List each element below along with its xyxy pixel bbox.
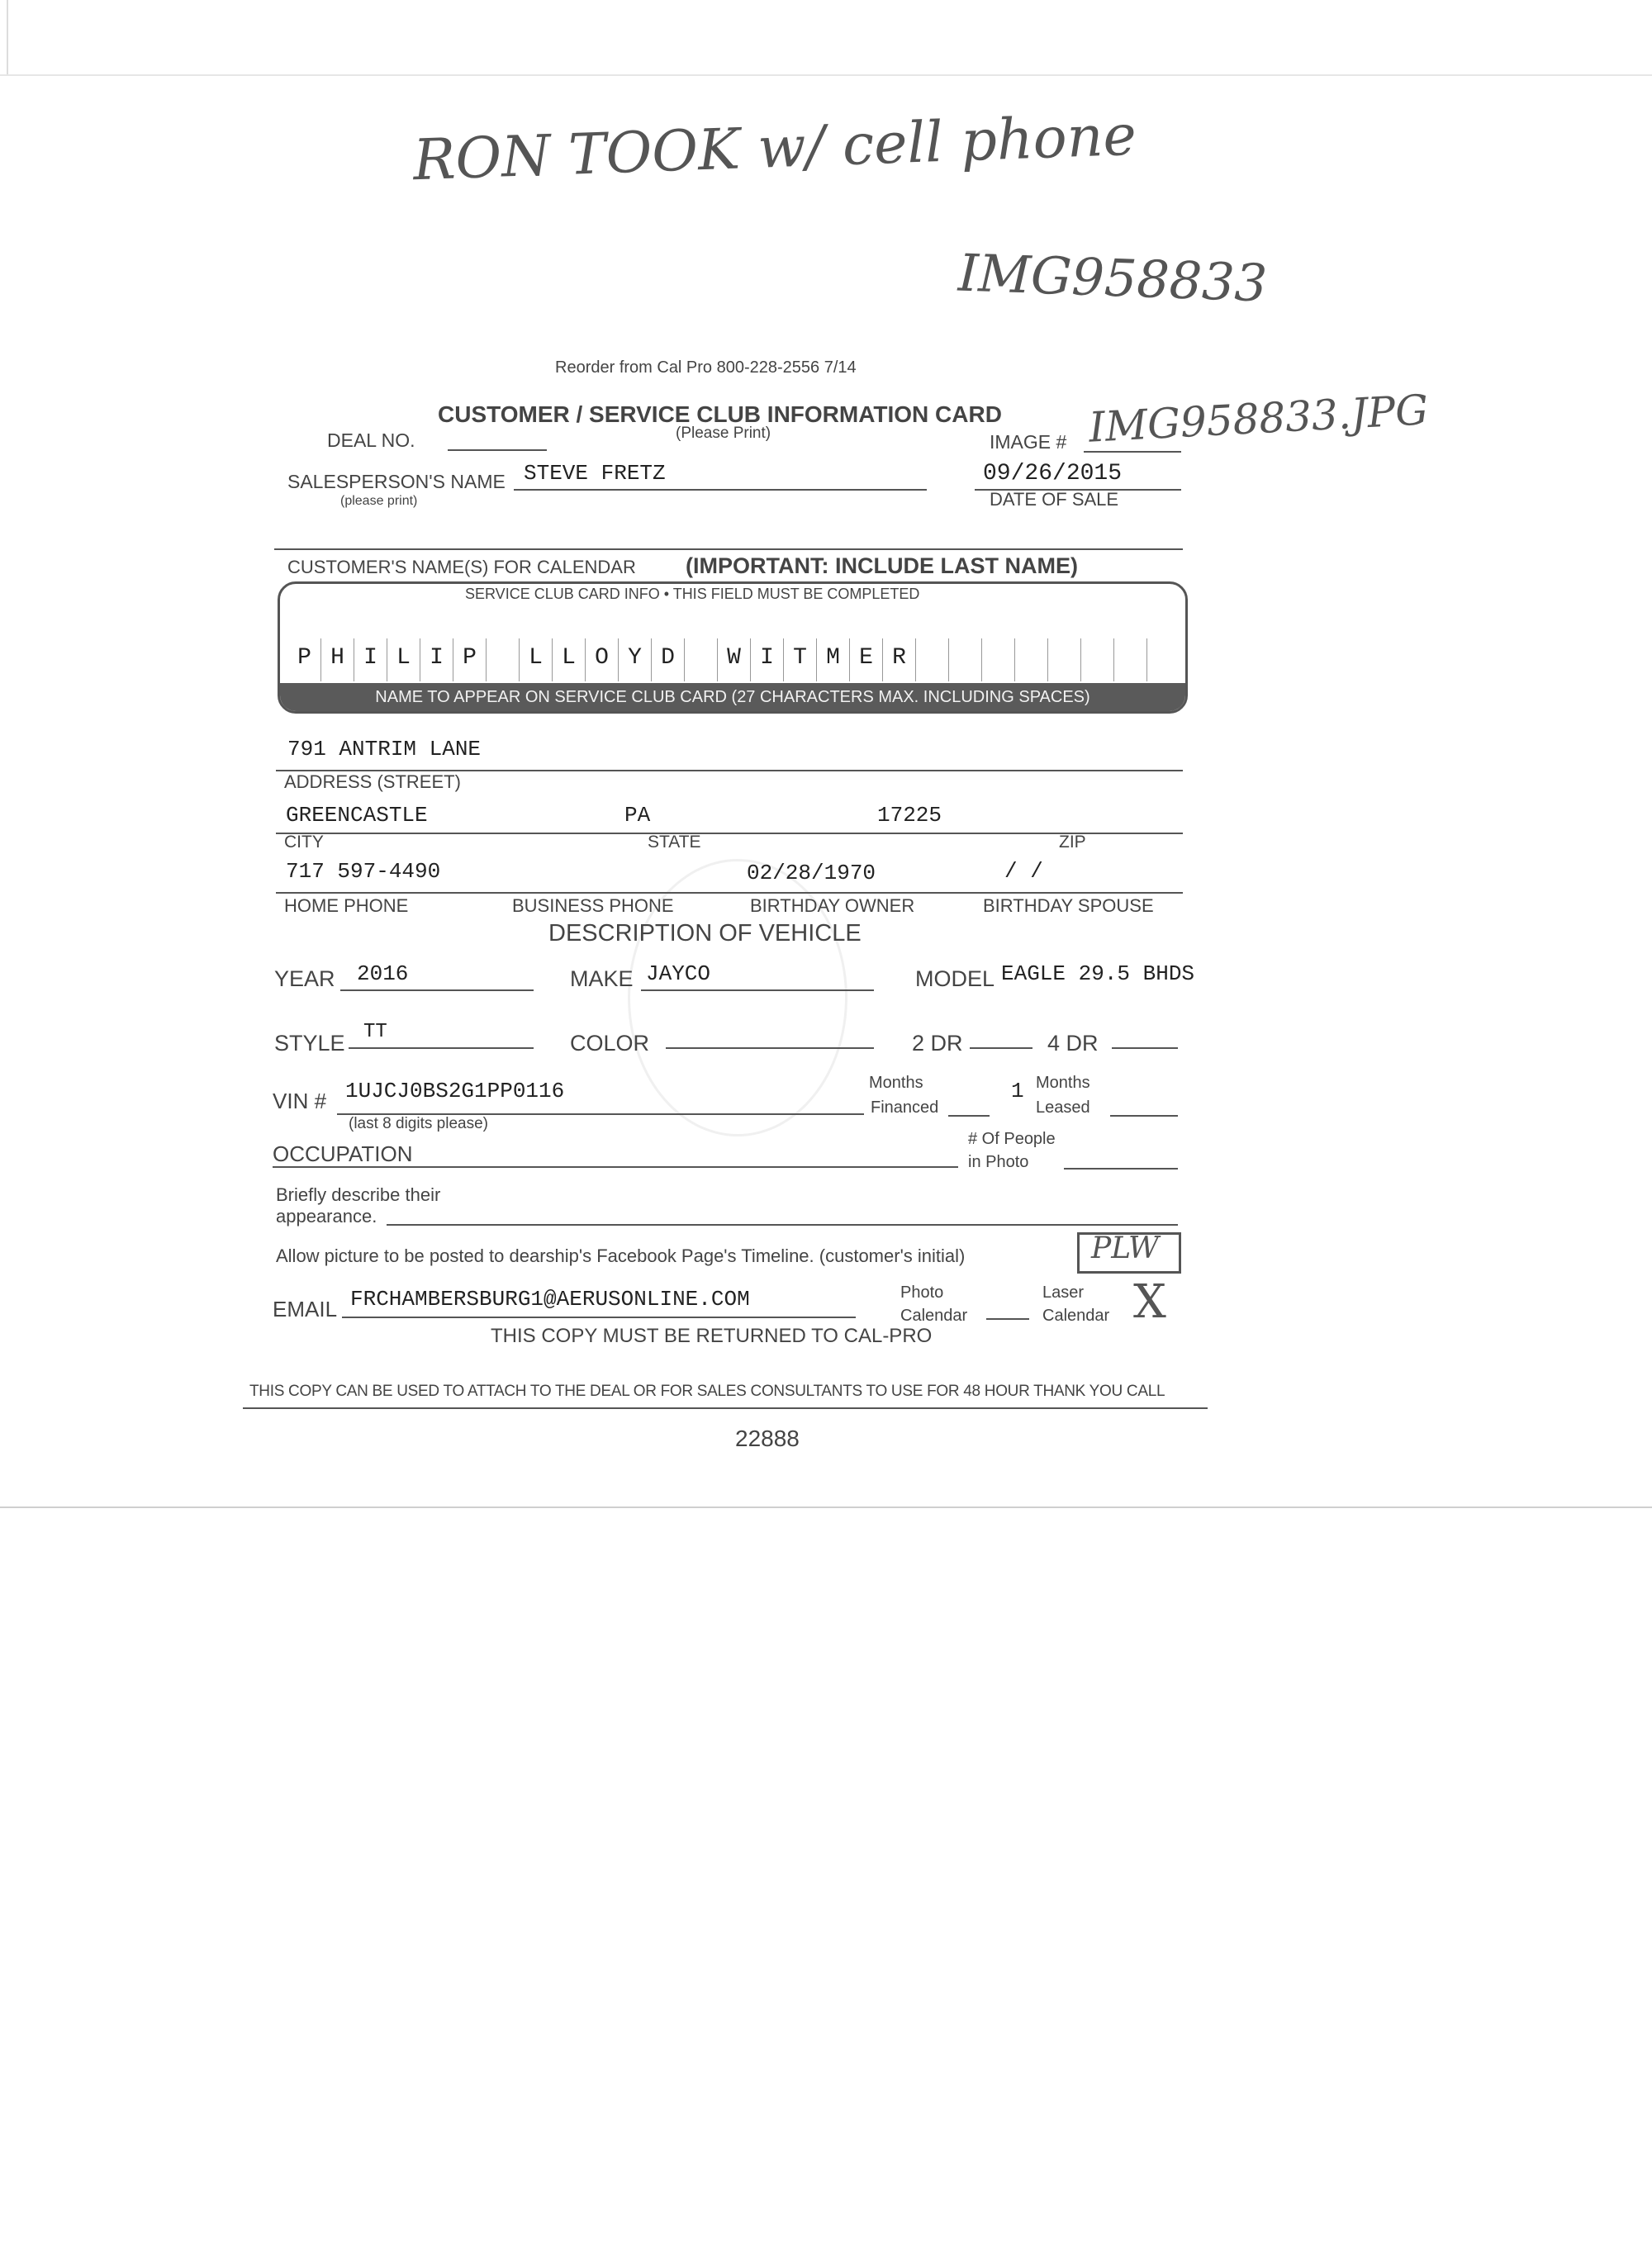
name-character-cell[interactable] <box>387 638 420 681</box>
financed-label: Financed <box>871 1098 939 1117</box>
style-field[interactable] <box>349 1047 534 1049</box>
name-character-cell[interactable] <box>354 638 387 681</box>
name-character-cell[interactable] <box>1048 638 1081 681</box>
name-character: P <box>463 645 477 671</box>
date-of-sale-value: 09/26/2015 <box>983 461 1123 486</box>
leased-label: Leased <box>1036 1098 1090 1117</box>
birthday-owner-label: BIRTHDAY OWNER <box>750 895 915 916</box>
months-label: Months <box>869 1074 923 1092</box>
salesperson-value: STEVE FRETZ <box>524 461 666 486</box>
birthday-spouse-value: / / <box>1004 859 1043 884</box>
name-character-cell[interactable] <box>1114 638 1147 681</box>
style-value: TT <box>363 1021 387 1043</box>
handwritten-image-id: IMG958833 <box>957 242 1269 314</box>
important-note: (IMPORTANT: INCLUDE LAST NAME) <box>686 553 1078 578</box>
city-state-zip-field[interactable] <box>276 833 1183 834</box>
leased-field[interactable] <box>1110 1115 1178 1117</box>
name-character-cell[interactable] <box>288 638 321 681</box>
name-character-cell[interactable] <box>982 638 1015 681</box>
form-number: 22888 <box>735 1426 800 1451</box>
phone-birthday-field[interactable] <box>276 892 1183 894</box>
name-character-cell[interactable] <box>586 638 619 681</box>
customer-initial-box[interactable] <box>1077 1232 1181 1274</box>
scanned-sheet-corner <box>0 0 8 74</box>
customer-name-label: CUSTOMER'S NAME(S) FOR CALENDAR <box>287 557 636 577</box>
email-field[interactable] <box>342 1317 856 1318</box>
vin-value: 1UJCJ0BS2G1PP0116 <box>345 1079 565 1103</box>
photo-label: Photo <box>900 1283 944 1302</box>
birthday-spouse-label: BIRTHDAY SPOUSE <box>983 895 1154 916</box>
scanned-sheet-edge <box>0 0 1652 76</box>
vin-label: VIN # <box>273 1089 327 1113</box>
people-field[interactable] <box>1064 1168 1178 1170</box>
people-label-2: in Photo <box>968 1153 1029 1171</box>
service-club-info: SERVICE CLUB CARD INFO • THIS FIELD MUST BE COMPLETED <box>465 586 920 602</box>
handwritten-initials: PLW <box>1091 1231 1160 1265</box>
birthday-owner-value: 02/28/1970 <box>747 861 876 885</box>
name-character: E <box>859 645 873 671</box>
business-phone-label: BUSINESS PHONE <box>512 895 674 916</box>
vin-sublabel: (last 8 digits please) <box>349 1115 488 1132</box>
name-character-cell[interactable] <box>1015 638 1048 681</box>
name-character: M <box>826 645 840 671</box>
email-value: FRCHAMBERSBURG1@AERUSONLINE.COM <box>350 1287 750 1312</box>
state-label: STATE <box>648 833 701 852</box>
form-title: CUSTOMER / SERVICE CLUB INFORMATION CARD <box>438 401 1002 427</box>
deal-no-label: DEAL NO. <box>327 429 415 451</box>
return-instructions: THIS COPY MUST BE RETURNED TO CAL-PRO <box>491 1325 933 1347</box>
make-field[interactable] <box>641 989 874 991</box>
name-character-cell[interactable] <box>619 638 652 681</box>
name-character-cell[interactable] <box>487 638 520 681</box>
name-character: T <box>793 645 807 671</box>
year-value: 2016 <box>357 961 409 986</box>
name-character: O <box>595 645 609 671</box>
financed-field[interactable] <box>948 1115 990 1117</box>
name-character: D <box>661 645 675 671</box>
attach-instructions: THIS COPY CAN BE USED TO ATTACH TO THE DEAL OR FOR SALES CONSULTANTS TO USE FOR 48 HOUR THANK YOU CALL <box>249 1383 1165 1400</box>
style-label: STYLE <box>274 1031 345 1056</box>
color-label: COLOR <box>570 1031 650 1056</box>
name-character-cell[interactable] <box>817 638 850 681</box>
name-character: I <box>430 645 444 671</box>
laser-label: Laser <box>1042 1283 1085 1302</box>
name-character-cell[interactable] <box>718 638 751 681</box>
footer-rule <box>243 1407 1208 1409</box>
laser-calendar-mark: X <box>1133 1275 1166 1329</box>
service-club-name-box <box>278 581 1188 714</box>
name-character-cell[interactable] <box>751 638 784 681</box>
name-character-cell[interactable] <box>453 638 487 681</box>
make-label: MAKE <box>570 966 634 991</box>
name-character-cell[interactable] <box>784 638 817 681</box>
appearance-label-1: Briefly describe their <box>276 1184 441 1205</box>
date-of-sale-label: DATE OF SALE <box>990 489 1119 510</box>
name-character: L <box>562 645 576 671</box>
name-character: I <box>760 645 774 671</box>
please-print-note: (Please Print) <box>676 425 771 442</box>
photo-calendar-field[interactable] <box>986 1318 1029 1320</box>
occupation-field[interactable] <box>273 1166 958 1168</box>
name-character: L <box>529 645 543 671</box>
name-character-cell[interactable] <box>553 638 586 681</box>
page-fold-line <box>0 1506 1652 1508</box>
appearance-label-2: appearance. <box>276 1206 377 1227</box>
section-divider <box>274 548 1183 550</box>
year-field[interactable] <box>340 989 534 991</box>
months-label-2: Months <box>1036 1074 1090 1092</box>
home-phone-label: HOME PHONE <box>284 895 409 916</box>
handwritten-image-filename: IMG958833.JPG <box>1087 386 1430 452</box>
model-label: MODEL <box>915 966 995 991</box>
name-character: H <box>330 645 344 671</box>
name-character-cell[interactable] <box>420 638 453 681</box>
two-door-label: 2 DR <box>912 1031 963 1056</box>
name-character: W <box>727 645 741 671</box>
email-label: EMAIL <box>273 1297 338 1321</box>
two-door-field[interactable] <box>970 1047 1032 1049</box>
salesperson-label: SALESPERSON'S NAME <box>287 471 506 492</box>
state-value: PA <box>624 803 651 828</box>
name-character-cell[interactable] <box>520 638 553 681</box>
name-character-cells[interactable] <box>280 638 1185 681</box>
name-character-cell[interactable] <box>685 638 718 681</box>
city-value: GREENCASTLE <box>286 803 428 828</box>
name-character-cell[interactable] <box>850 638 883 681</box>
facebook-permission-text: Allow picture to be posted to dearship's Facebook Page's Timeline. (customer's initial) <box>276 1246 966 1266</box>
vehicle-heading: DESCRIPTION OF VEHICLE <box>548 920 862 947</box>
image-label: IMAGE # <box>990 431 1067 453</box>
name-character: Y <box>628 645 642 671</box>
four-door-field[interactable] <box>1112 1047 1178 1049</box>
home-phone-value: 717 597-4490 <box>286 859 441 884</box>
handwritten-note: RON TOOK w/ cell phone <box>411 102 1137 194</box>
appearance-field[interactable] <box>387 1224 1178 1226</box>
make-value: JAYCO <box>646 961 711 986</box>
reorder-info: Reorder from Cal Pro 800-228-2556 7/14 <box>555 358 857 377</box>
leased-months-value: 1 <box>1011 1079 1024 1103</box>
city-label: CITY <box>284 833 324 852</box>
image-field[interactable] <box>1084 451 1181 453</box>
laser-calendar-label: Calendar <box>1042 1307 1110 1325</box>
name-character-cell[interactable] <box>883 638 916 681</box>
address-label: ADDRESS (STREET) <box>284 771 461 792</box>
name-character: R <box>892 645 906 671</box>
name-character-cell[interactable] <box>652 638 685 681</box>
deal-no-field[interactable] <box>448 449 547 451</box>
people-label-1: # Of People <box>968 1130 1056 1148</box>
name-character-cell[interactable] <box>916 638 949 681</box>
four-door-label: 4 DR <box>1047 1031 1099 1056</box>
name-character: P <box>297 645 311 671</box>
occupation-label: OCCUPATION <box>273 1141 413 1166</box>
name-character-cell[interactable] <box>321 638 354 681</box>
name-character: I <box>363 645 377 671</box>
year-label: YEAR <box>274 966 335 991</box>
salesperson-sublabel: (please print) <box>340 494 418 508</box>
zip-label: ZIP <box>1059 833 1086 852</box>
name-character-cell[interactable] <box>949 638 982 681</box>
color-field[interactable] <box>666 1047 874 1049</box>
model-value: EAGLE 29.5 BHDS <box>1001 961 1195 986</box>
name-character-cell[interactable] <box>1081 638 1114 681</box>
name-character: L <box>396 645 411 671</box>
photo-calendar-label: Calendar <box>900 1307 968 1325</box>
zip-value: 17225 <box>877 803 942 828</box>
salesperson-field[interactable] <box>514 489 927 491</box>
address-value: 791 ANTRIM LANE <box>287 737 482 762</box>
name-instructions-bar: NAME TO APPEAR ON SERVICE CLUB CARD (27 CHARACTERS MAX. INCLUDING SPACES) <box>280 683 1185 711</box>
